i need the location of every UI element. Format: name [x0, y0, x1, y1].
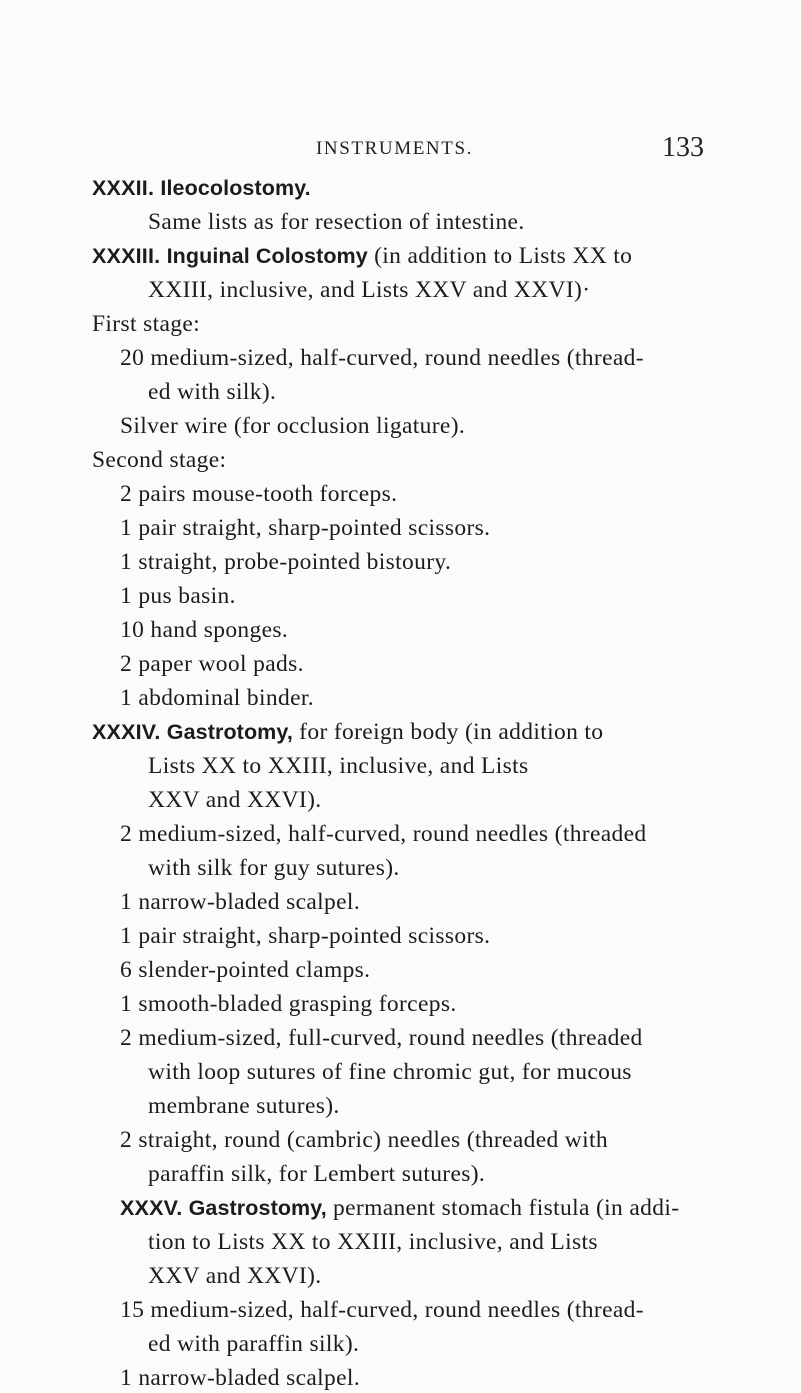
entry-heading-rest: for foreign body (in addition to	[292, 719, 604, 745]
entry-heading: Gastrostomy,	[188, 1196, 327, 1220]
entry-line: XXIII, inclusive, and Lists XXV and XXVI)·	[148, 277, 591, 303]
entry-number: XXXIV.	[92, 720, 161, 744]
entry-number: XXXV.	[120, 1196, 183, 1220]
entry-heading-rest: (in addition to Lists XX to	[367, 243, 633, 269]
entry-line: 1 straight, probe-pointed bistoury.	[120, 549, 452, 575]
entry-line: tion to Lists XX to XXIII, inclusive, and Lists	[148, 1229, 598, 1255]
entry-line: membrane sutures).	[148, 1093, 340, 1119]
entry-number: XXXIII.	[92, 244, 161, 268]
entry-line: 6 slender-pointed clamps.	[120, 957, 371, 983]
entry-line: XXV and XXVI).	[148, 787, 322, 813]
entry-heading-line	[92, 241, 632, 271]
entry-line: 2 medium-sized, full-curved, round needles (threaded	[120, 1025, 643, 1051]
entry-heading: Inguinal Colostomy	[166, 244, 368, 268]
entry-line: 15 medium-sized, half-curved, round needles (thread-	[120, 1297, 644, 1323]
entry-number: XXXII.	[92, 176, 155, 200]
entry-line: 1 narrow-bladed scalpel.	[120, 1365, 361, 1391]
entry-line: Lists XX to XXIII, inclusive, and Lists	[148, 753, 529, 779]
entry-heading-rest: permanent stomach fistula (in addi-	[326, 1195, 680, 1221]
entry-line: ed with silk).	[148, 379, 277, 405]
entry-line: Same lists as for resection of intestine.	[148, 209, 525, 235]
entry-line: paraffin silk, for Lembert sutures).	[148, 1161, 486, 1187]
entry-line: 1 abdominal binder.	[120, 685, 314, 711]
entry-line: 20 medium-sized, half-curved, round needles (thread-	[120, 345, 644, 371]
page-number: 133	[662, 132, 704, 163]
entry-line: 1 pair straight, sharp-pointed scissors.	[120, 923, 491, 949]
entry-line: 10 hand sponges.	[120, 617, 289, 643]
running-head	[0, 132, 801, 172]
entry-line: 1 pair straight, sharp-pointed scissors.	[120, 515, 491, 541]
entry-line: Second stage:	[92, 447, 227, 473]
entry-line: 2 pairs mouse-tooth forceps.	[120, 481, 398, 507]
entry-line: 1 smooth-bladed grasping forceps.	[120, 991, 457, 1017]
running-title: INSTRUMENTS.	[316, 138, 473, 159]
entry-heading-line	[120, 1193, 679, 1223]
entry-line: with loop sutures of fine chromic gut, for mucous	[148, 1059, 632, 1085]
entry-line: 2 medium-sized, half-curved, round needles (threaded	[120, 821, 647, 847]
entry-line: 1 narrow-bladed scalpel.	[120, 889, 361, 915]
entry-heading: Gastrotomy,	[166, 720, 293, 744]
entry-line: 2 paper wool pads.	[120, 651, 304, 677]
entry-heading: Ileocolostomy.	[160, 176, 311, 200]
entry-line: Silver wire (for occlusion ligature).	[120, 413, 466, 439]
entry-heading-line	[92, 717, 603, 747]
entry-heading-line	[92, 173, 311, 203]
entry-line: XXV and XXVI).	[148, 1263, 322, 1289]
entry-line: First stage:	[92, 311, 200, 337]
entry-line: 1 pus basin.	[120, 583, 236, 609]
entry-line: with silk for guy sutures).	[148, 855, 400, 881]
entry-line: 2 straight, round (cambric) needles (threaded with	[120, 1127, 608, 1153]
entry-line: ed with paraffin silk).	[148, 1331, 360, 1357]
